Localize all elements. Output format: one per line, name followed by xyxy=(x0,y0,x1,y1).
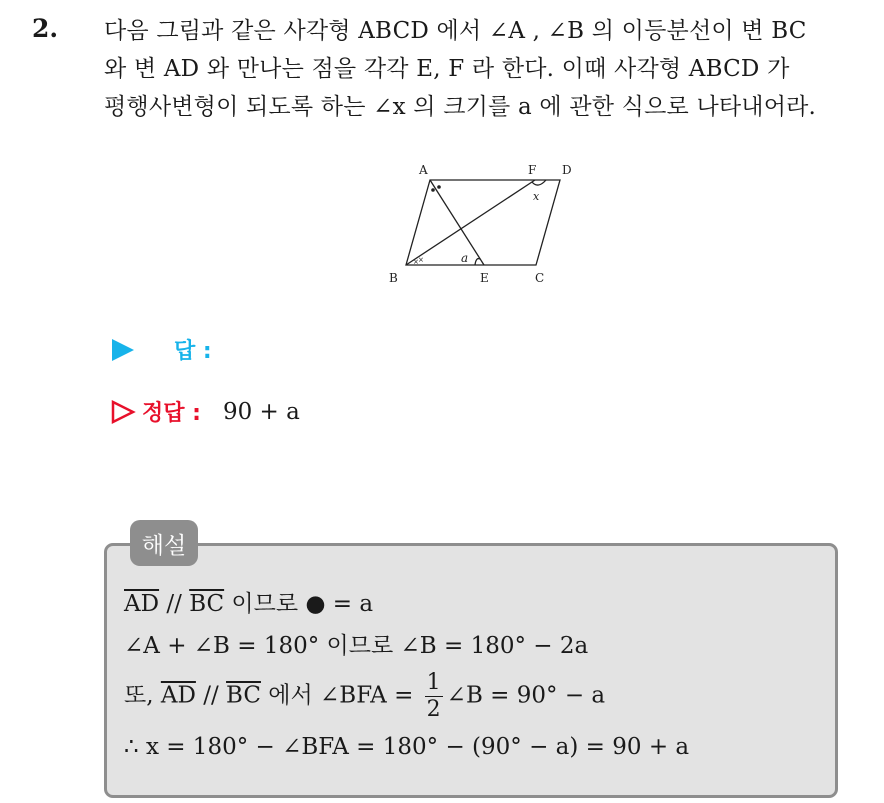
fraction-one-half xyxy=(425,672,443,721)
angle-a-dot-1 xyxy=(431,188,435,192)
point-b-label: B xyxy=(389,271,398,285)
angle-a-dot-2 xyxy=(437,185,441,189)
parallelogram-figure xyxy=(376,156,590,292)
parallel-symbol: // xyxy=(159,591,190,617)
question-number: 2. xyxy=(32,14,59,43)
solution-line-3-mid: 에서 ∠BFA = xyxy=(260,682,421,709)
correct-answer-value: 90 + a xyxy=(222,398,300,425)
question-line-1: 다음 그림과 같은 사각형 ABCD 에서 ∠A , ∠B 의 이등분선이 변 BC xyxy=(104,18,807,44)
answer-label: 답 : xyxy=(174,339,212,364)
point-f-label: F xyxy=(528,163,537,177)
solution-tag: 해설 xyxy=(130,520,198,566)
solution-line-3-pre: 또, xyxy=(124,682,161,709)
point-d-label: D xyxy=(562,163,572,177)
point-a-label: A xyxy=(419,163,428,177)
parallel-symbol: // xyxy=(195,682,227,709)
fraction-numerator: 1 xyxy=(426,670,441,695)
question-text xyxy=(104,12,874,126)
segment-ad: $\overline{AD}$ xyxy=(124,591,160,617)
angle-a-label: a xyxy=(461,251,469,265)
bisector-bf xyxy=(406,180,535,265)
solution-line-3 xyxy=(124,672,605,721)
solution-line-4: ∴ x = 180° − ∠BFA = 180° − (90° − a) = 90 + a xyxy=(124,734,690,760)
point-e-label: E xyxy=(480,271,489,285)
solution-line-3-post: ∠B = 90° − a xyxy=(446,682,606,709)
question-line-3: 평행사변형이 되도록 하는 ∠x 의 크기를 a 에 관한 식으로 나타내어라. xyxy=(104,94,817,120)
segment-bc: $\overline{BC}$ xyxy=(189,591,225,617)
play-outline-icon xyxy=(110,399,136,425)
angle-b-mark-1: × xyxy=(413,258,419,266)
solution-line-2: ∠A + ∠B = 180° 이므로 ∠B = 180° − 2a xyxy=(124,633,589,659)
question-line-2: 와 변 AD 와 만나는 점을 각각 E, F 라 한다. 이때 사각형 ABCD 가 xyxy=(104,56,790,82)
segment-bc: $\overline{BC}$ xyxy=(226,682,261,709)
point-c-label: C xyxy=(535,271,545,285)
solution-line-1-rest: 이므로 ● = a xyxy=(224,591,374,617)
fraction-denominator: 2 xyxy=(426,697,441,722)
angle-x-label: x xyxy=(533,190,540,203)
answer-correct-row xyxy=(110,396,300,427)
solution-line-1 xyxy=(124,585,373,618)
play-icon xyxy=(110,337,136,363)
segment-ad: $\overline{AD}$ xyxy=(160,682,196,709)
angle-b-mark-2: × xyxy=(418,256,424,264)
bisector-ae xyxy=(430,180,484,265)
angle-a-arc xyxy=(475,259,480,265)
answer-blank-row xyxy=(110,334,212,365)
correct-answer-label: 정답 : xyxy=(142,401,201,426)
